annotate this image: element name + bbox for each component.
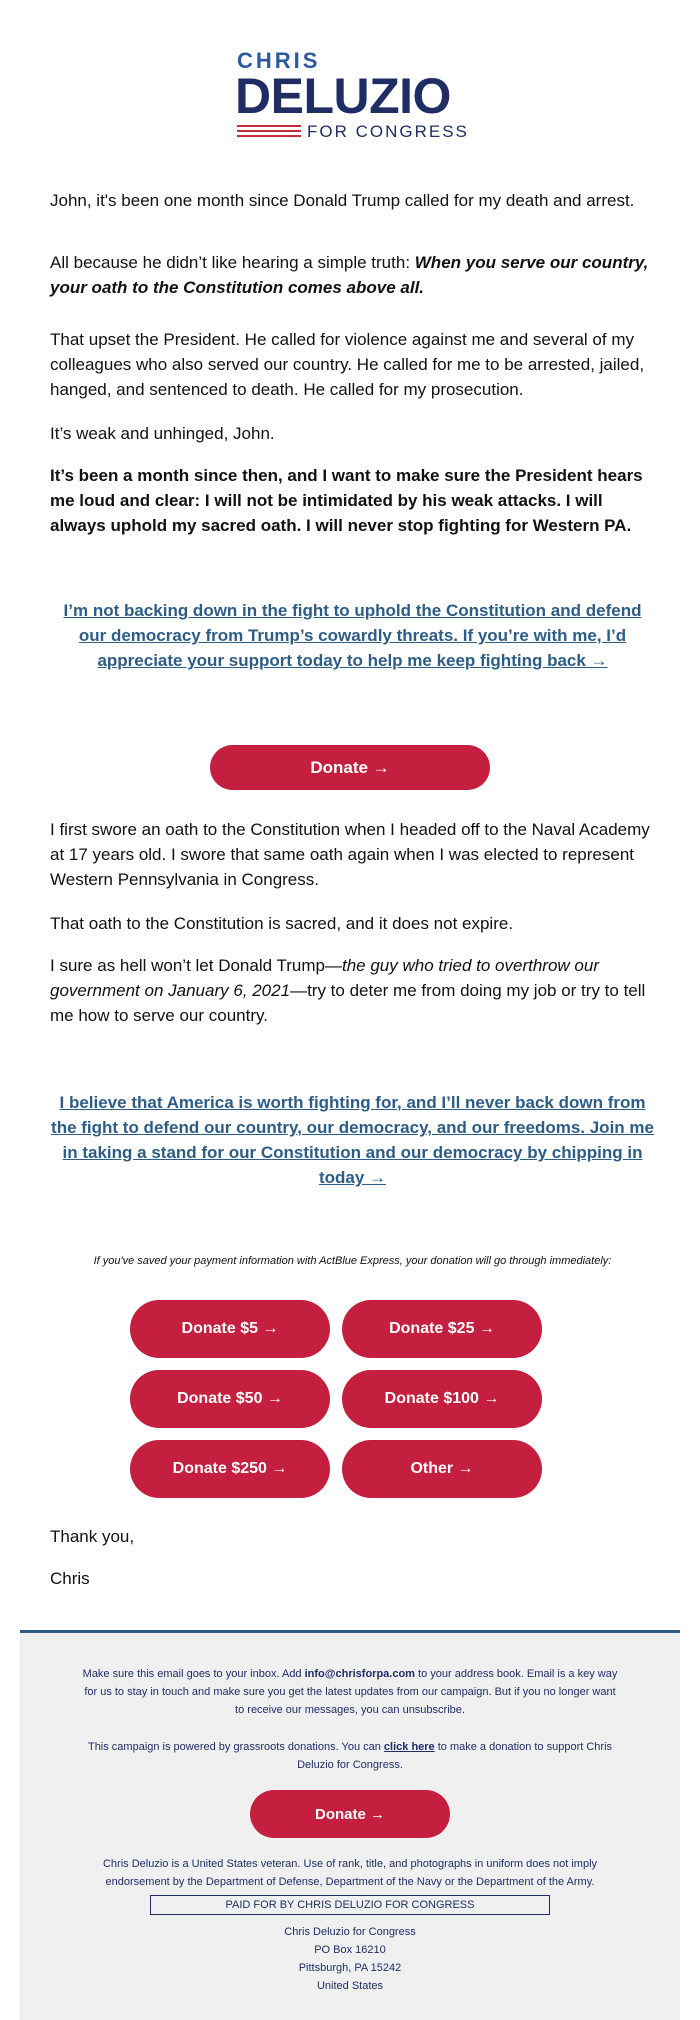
middle-paragraph-3: I sure as hell won’t let Donald Trump—the guy who tried to overthrow our government on January 6, 2021—try to deter me from doing my job or try to tell me how to serve our country. bbox=[50, 956, 646, 1025]
logo-first-name: CHRIS bbox=[237, 48, 321, 73]
intro-paragraph-1: John, it's been one month since Donald Trump called for my death and arrest. bbox=[50, 191, 635, 210]
veteran-disclaimer: Chris Deluzio is a United States veteran. Use of rank, title, and photographs in uniform does not imply endorsement by the Department of Defense, Department of the Navy or the Department of the Army. bbox=[102, 1858, 598, 1888]
logo-last-name: DELUZIO bbox=[235, 68, 451, 124]
intro-paragraph-2: All because he didn’t like hearing a simple truth: When you serve our country, your oath to the Constitution comes above all. bbox=[50, 253, 649, 297]
click-here-link[interactable]: click here bbox=[383, 1741, 435, 1753]
middle-paragraph-1: I first swore an oath to the Constitution when I headed off to the Naval Academy at 17 years old. I swore that same oath again when I was elected to represent Western Pennsylvania in Congress. bbox=[50, 820, 650, 889]
intro-paragraph-5: It’s been a month since then, and I want to make sure the President hears me loud and clear: I will not be intimidated by his weak attacks. I will always uphold my sacred oath. I will never stop fighting for Western PA. bbox=[50, 466, 643, 535]
support-link-2[interactable]: I believe that America is worth fighting for, and I’ll never back down from the fight to defend our country, our democracy, and our freedoms. Join me in taking a stand for our Constitution and our democracy by chipping in today → bbox=[51, 1093, 654, 1187]
footer-donate-button[interactable]: Donate → bbox=[250, 1790, 450, 1838]
signoff-thanks: Thank you, bbox=[50, 1527, 135, 1546]
donate-100-button[interactable]: Donate $100 → bbox=[342, 1370, 542, 1428]
donate-50-button[interactable]: Donate $50 → bbox=[130, 1370, 330, 1428]
support-link-1[interactable]: I’m not backing down in the fight to uphold the Constitution and defend our democracy from Trump’s cowardly threats. If you’re with me, I’d appreciate your support today to help me keep fighting back → bbox=[63, 601, 642, 670]
paid-for-disclaimer: PAID FOR BY CHRIS DELUZIO FOR CONGRESS bbox=[150, 1895, 550, 1915]
campaign-logo bbox=[0, 50, 700, 145]
inbox-notice: Make sure this email goes to your inbox. Add info@chrisforpa.com to your address book. Email is a key way for us to stay in touch and make sure you get the latest updates from our campaign. But if you no longer want to receive our messages, you can unsubscribe. bbox=[82, 1668, 618, 1716]
actblue-express-note: If you've saved your payment information with ActBlue Express, your donation will go through immediately: bbox=[93, 1255, 612, 1267]
address-line-2: PO Box 16210 bbox=[314, 1944, 386, 1956]
signoff-name: Chris bbox=[50, 1569, 90, 1588]
address-line-4: United States bbox=[316, 1980, 384, 1992]
donate-button[interactable]: Donate → bbox=[210, 745, 490, 790]
contact-email[interactable]: info@chrisforpa.com bbox=[304, 1668, 415, 1680]
logo-subtitle: FOR CONGRESS bbox=[307, 122, 469, 141]
donate-250-button[interactable]: Donate $250 → bbox=[130, 1440, 330, 1498]
middle-paragraph-2: That oath to the Constitution is sacred, and it does not expire. bbox=[50, 914, 514, 933]
donate-25-button[interactable]: Donate $25 → bbox=[342, 1300, 542, 1358]
address-line-1: Chris Deluzio for Congress bbox=[284, 1926, 416, 1938]
grassroots-notice: This campaign is powered by grassroots donations. You can click here to make a donation to support Chris Deluzio for Congress. bbox=[87, 1741, 613, 1771]
intro-paragraph-3: That upset the President. He called for violence against me and several of my colleagues who also served our country. He called for me to be arrested, jailed, hanged, and sentenced to death. He called for my prosecution. bbox=[50, 330, 645, 399]
flag-stripes-icon bbox=[237, 125, 301, 139]
email-footer bbox=[20, 1630, 680, 2020]
intro-paragraph-4: It’s weak and unhinged, John. bbox=[50, 424, 275, 443]
donate-5-button[interactable]: Donate $5 → bbox=[130, 1300, 330, 1358]
address-line-3: Pittsburgh, PA 15242 bbox=[298, 1962, 402, 1974]
donate-other-button[interactable]: Other → bbox=[342, 1440, 542, 1498]
